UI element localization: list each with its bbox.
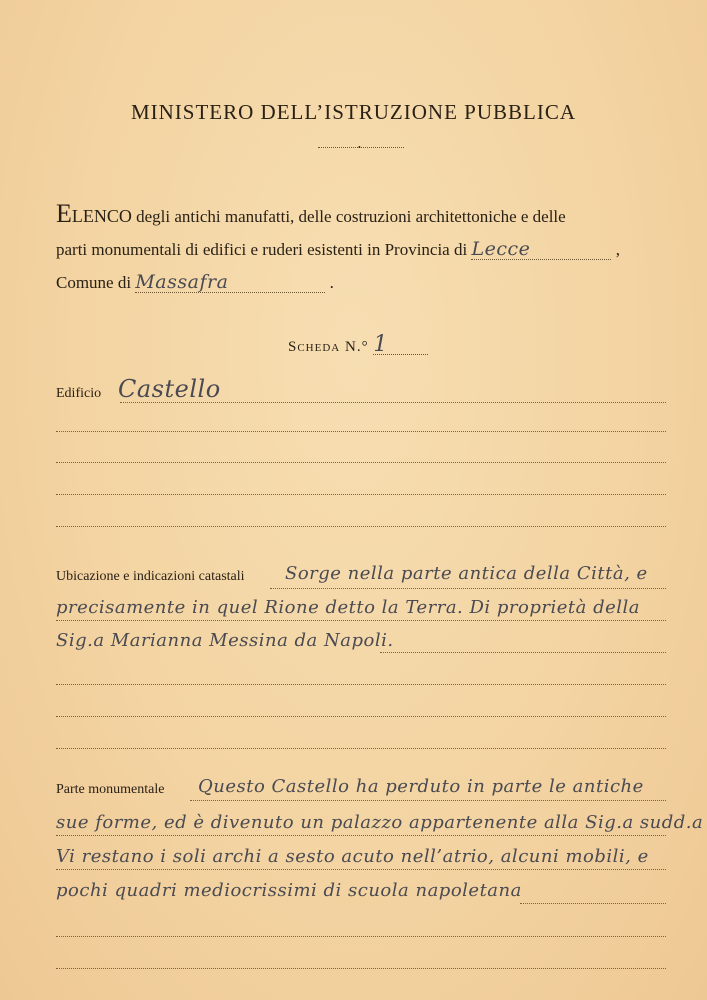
monumentale-rule-1 [190, 800, 666, 801]
monumentale-rule-2 [56, 835, 666, 836]
intro-line-1: degli antichi manufatti, delle costruzioni architettoniche e delle [131, 207, 566, 226]
monumentale-rule-3 [56, 869, 666, 870]
monumentale-line-3: Vi restano i soli archi a sesto acuto nell’atrio, alcuni mobili, e [56, 846, 649, 867]
intro-paragraph: ELENCO degli antichi manufatti, delle costruzioni architettoniche e delle parti monumentali di edifici e ruderi esistenti in Provincia di Lecce , Comune di Massafra . [56, 199, 620, 293]
elenco-word: LENCO [71, 206, 132, 226]
intro-line-2: parti monumentali di edifici e ruderi esistenti in Provincia di [56, 240, 468, 259]
ubicazione-line-2: precisamente in quel Rione detto la Terra. Di proprietà della [56, 597, 641, 618]
ubicazione-rule-1 [270, 588, 666, 589]
heading-divider: • [318, 147, 404, 148]
drop-cap: E [56, 199, 72, 228]
edificio-line-1 [120, 402, 666, 403]
edificio-label: Edificio [56, 386, 102, 401]
ubicazione-rule-4 [56, 684, 666, 685]
comune-value: Massafra [135, 272, 325, 293]
ministry-heading: MINISTERO DELL’ISTRUZIONE PUBBLICA [130, 100, 577, 124]
ubicazione-label: Ubicazione e indicazioni catastali [56, 569, 245, 584]
ubicazione-rule-2 [56, 620, 666, 621]
edificio-line-4 [56, 494, 666, 495]
comune-label: Comune di [56, 273, 132, 292]
scheda-label: Scheda N.° [288, 339, 369, 355]
ubicazione-rule-3 [380, 652, 666, 653]
scheda-value: 1 [373, 336, 428, 355]
monumentale-rule-4 [520, 903, 666, 904]
ubicazione-line-1: Sorge nella parte antica della Città, e [285, 563, 648, 584]
monumentale-label: Parte monumentale [56, 782, 165, 797]
monumentale-line-4: pochi quadri mediocrissimi di scuola napoletana [56, 880, 522, 901]
monumentale-rule-6 [56, 968, 666, 969]
scheda-number [288, 332, 428, 357]
ubicazione-rule-5 [56, 716, 666, 717]
monumentale-line-1: Questo Castello ha perduto in parte le antiche [198, 776, 644, 797]
monumentale-rule-5 [56, 936, 666, 937]
ubicazione-rule-6 [56, 748, 666, 749]
edificio-line-2 [56, 431, 666, 432]
edificio-line-3 [56, 462, 666, 463]
edificio-line-5 [56, 526, 666, 527]
edificio-value: Castello [118, 375, 221, 403]
provincia-value: Lecce [471, 239, 611, 260]
monumentale-line-2: sue forme, ed è divenuto un palazzo appartenente alla Sig.a sudd.a [56, 812, 704, 833]
ubicazione-line-3: Sig.a Marianna Messina da Napoli. [56, 630, 394, 651]
